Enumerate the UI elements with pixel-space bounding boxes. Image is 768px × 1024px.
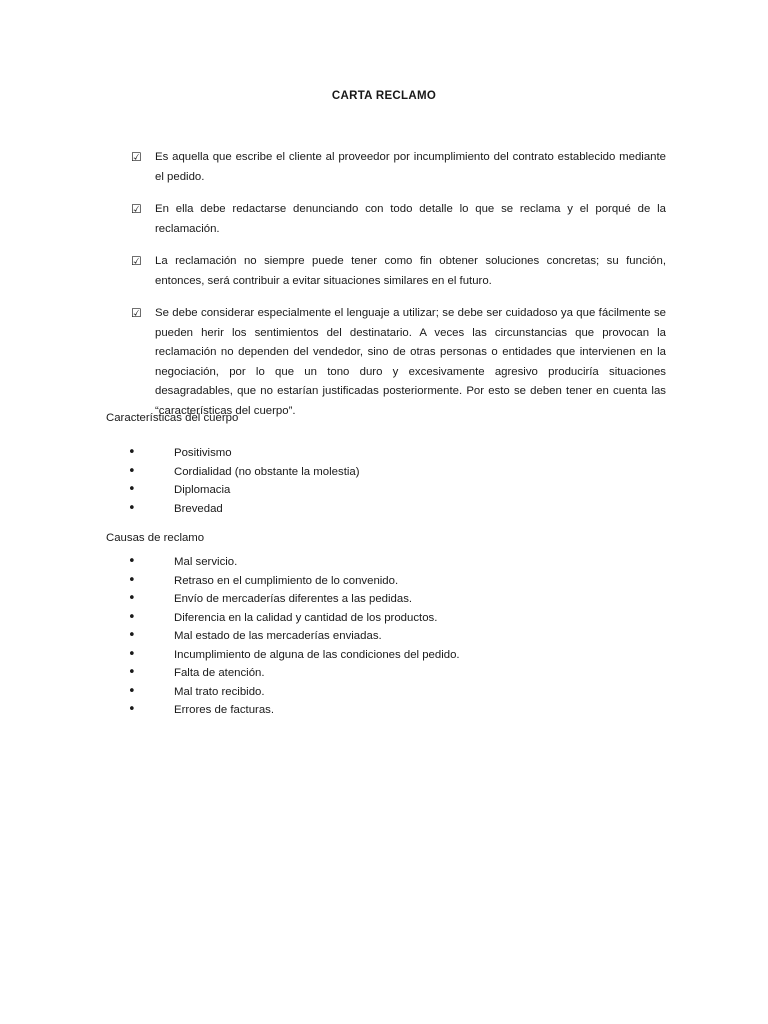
bullet-icon: • [128, 609, 136, 625]
list-item [128, 553, 628, 572]
list-item [131, 148, 666, 187]
bullet-icon: • [128, 482, 136, 497]
list-item [128, 701, 628, 720]
bullet-icon: • [128, 628, 136, 643]
list-item-text: Diplomacia [174, 484, 231, 496]
checkbox-icon: ☑ [131, 254, 142, 268]
list-item-text: Es aquella que escribe el cliente al proveedor por incumplimiento del contrato establecido mediante el pedido. [155, 151, 666, 183]
bullet-icon: • [128, 591, 136, 606]
list-item-text: Errores de facturas. [174, 704, 275, 716]
bullet-icon: • [128, 572, 136, 588]
list-item-text: Mal servicio. [174, 556, 238, 568]
page-title: CARTA RECLAMO [331, 90, 437, 102]
list-item-text: Mal trato recibido. [174, 685, 265, 698]
list-item-text: Positivismo [174, 447, 232, 459]
list-item-text: Cordialidad (no obstante la molestia) [174, 465, 360, 478]
checkbox-icon: ☑ [131, 150, 142, 164]
list-item [128, 664, 628, 683]
list-item-text: Falta de atención. [174, 667, 265, 679]
list-item-text: Diferencia en la calidad y cantidad de los productos. [174, 611, 438, 624]
list-item-text: En ella debe redactarse denunciando con todo detalle lo que se reclama y el porqué de la reclamación. [155, 203, 666, 235]
list-item [128, 463, 628, 482]
list-item [131, 304, 666, 421]
bullet-icon: • [128, 554, 136, 569]
bullet-icon: • [128, 665, 136, 680]
section-heading-caracteristicas: Características del cuerpo [106, 412, 239, 424]
causas-list [128, 553, 628, 720]
bullet-icon: • [128, 702, 136, 717]
list-item [128, 627, 628, 646]
caracteristicas-list [128, 444, 628, 518]
list-item-text: Brevedad [174, 502, 223, 515]
bullet-icon: • [128, 500, 136, 516]
bullet-icon: • [128, 463, 136, 479]
list-item-text: Mal estado de las mercaderías enviadas. [174, 630, 382, 642]
list-item [128, 572, 628, 591]
section-heading-causas: Causas de reclamo [106, 532, 205, 544]
checkbox-icon: ☑ [131, 306, 142, 320]
list-item-text: Retraso en el cumplimiento de lo convenido. [174, 574, 399, 587]
list-item [128, 481, 628, 500]
list-item [128, 683, 628, 702]
list-item [128, 444, 628, 463]
list-item-text: Incumplimiento de alguna de las condiciones del pedido. [174, 648, 460, 661]
checkbox-icon: ☑ [131, 202, 142, 216]
list-item [128, 500, 628, 519]
list-item [131, 200, 666, 239]
list-item [128, 646, 628, 665]
list-item [131, 252, 666, 291]
list-item [128, 590, 628, 609]
list-item-text: La reclamación no siempre puede tener como fin obtener soluciones concretas; su función, entonces, será contribuir a evitar situaciones similares en el futuro. [155, 255, 666, 287]
bullet-icon: • [128, 646, 136, 662]
list-item-text: Envío de mercaderías diferentes a las pedidas. [174, 593, 413, 605]
bullet-icon: • [128, 683, 136, 699]
intro-checkbox-list [131, 148, 666, 421]
bullet-icon: • [128, 445, 136, 460]
list-item-text: Se debe considerar especialmente el lenguaje a utilizar; se debe ser cuidadoso ya que fácilmente se pueden herir los sentimientos del destinatario. A veces las circunstancias que provocan la reclamación no dependen del vendedor, sino de otras personas o entidades que intervienen en la negociación, por lo que un tono duro y excesivamente agresivo produciría situaciones desagradables, que no estarían justificadas posteriormente. Por esto se deben tener en cuenta las “características del cuerpo”. [155, 307, 666, 417]
list-item [128, 609, 628, 628]
